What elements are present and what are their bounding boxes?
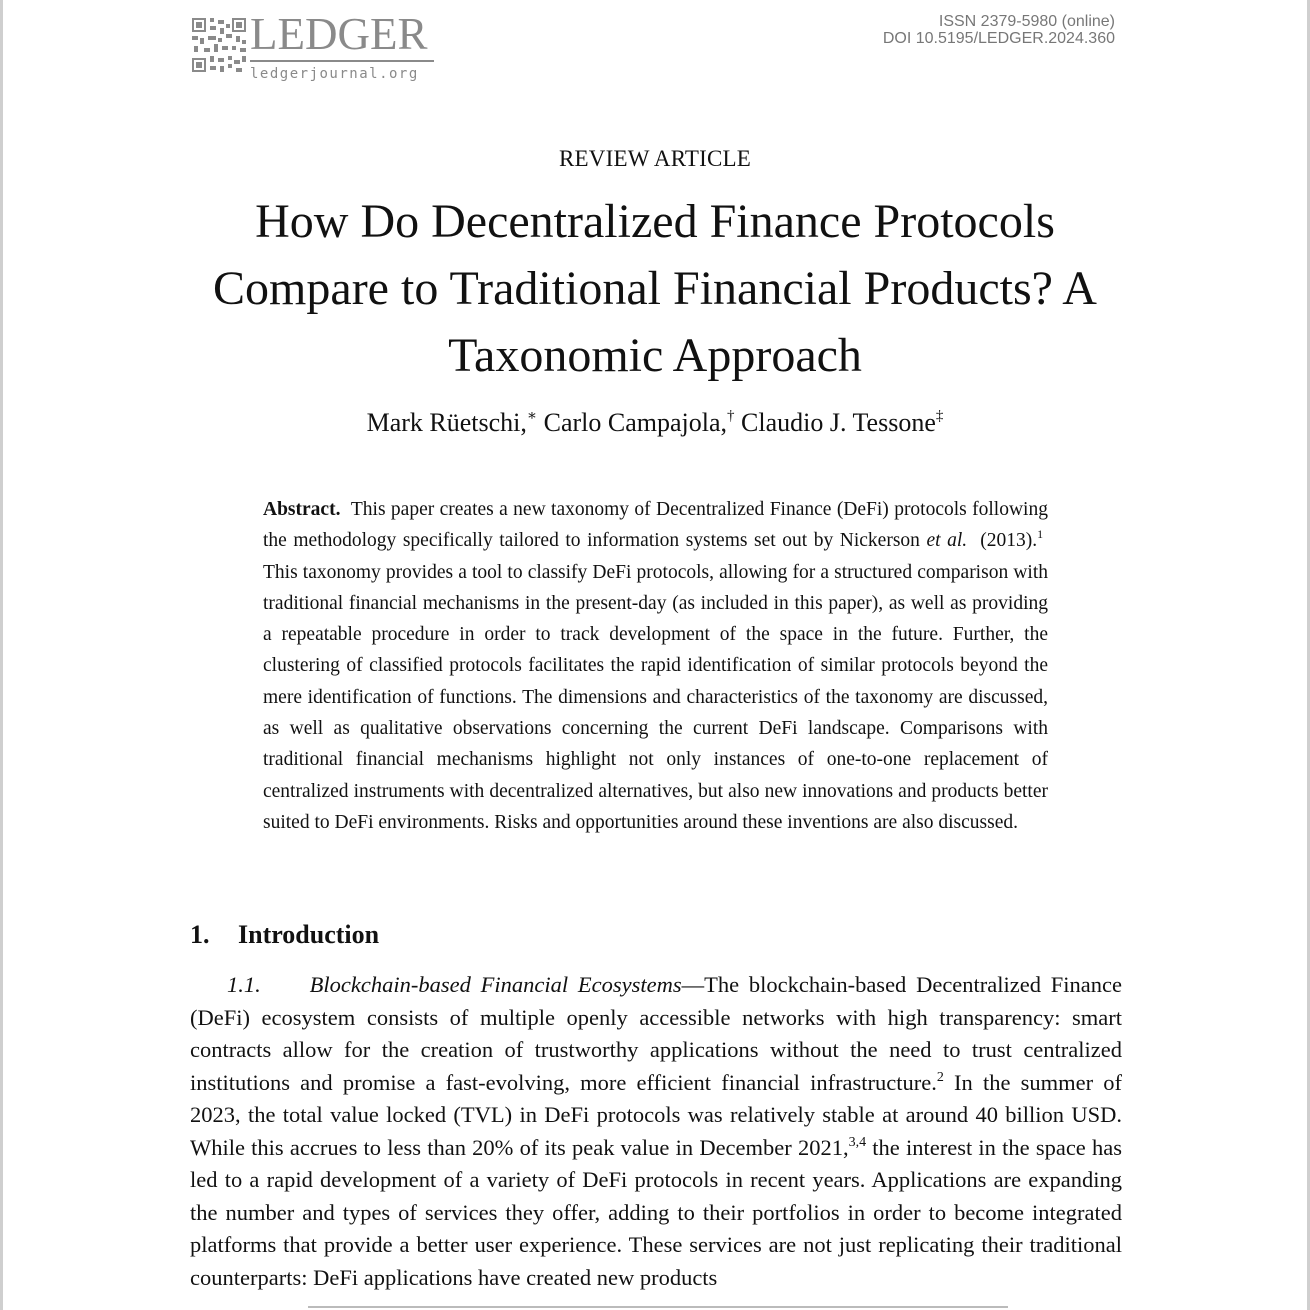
footnote-ref[interactable]: 1 [1037, 527, 1044, 542]
logo-url[interactable]: ledgerjournal.org [250, 66, 419, 82]
subsection-number: 1.1. [227, 972, 261, 997]
abstract-text: This paper creates a new taxonomy of Decentralized Finance (DeFi) protocols following the methodology specifically tailored to information systems set out by Nickerson [263, 499, 1048, 552]
footnote-ref[interactable]: 3,4 [848, 1134, 867, 1150]
section-title: Introduction [238, 920, 380, 949]
intro-paragraph [190, 969, 1122, 1294]
author-name: Claudio J. Tessone [741, 408, 936, 437]
qr-code-icon [192, 18, 246, 72]
abstract-label: Abstract. [263, 499, 341, 520]
section-heading [190, 920, 379, 950]
doi-line[interactable]: DOI 10.5195/LEDGER.2024.360 [882, 30, 1115, 47]
author-affiliation-mark: ‡ [935, 408, 944, 424]
logo-rule [250, 60, 434, 62]
footnote-ref[interactable]: 2 [936, 1069, 944, 1085]
author-affiliation-mark: † [727, 408, 735, 424]
paragraph-text: In the summer of 2023, the total value locked (TVL) in DeFi protocols was relatively stable at around 40 billion USD. While this accrues to less than 20% of its peak value in December 2021, [190, 1069, 1122, 1160]
paragraph-text: the interest in the space has led to a rapid development of a variety of DeFi protocols in recent years. Applications are expanding the number and types of services they offer, adding to their portfolios in order to become integrated platforms that provide a better user experience. These services are not just replicating their traditional counterparts: DeFi applications have created new products [190, 1134, 1122, 1290]
subsection-title: Blockchain-based Financial Ecosystems [309, 972, 682, 997]
logo-wordmark: LEDGER [250, 9, 428, 59]
section-number: 1. [190, 920, 210, 949]
abstract-etal: et al. [926, 530, 968, 552]
abstract-text: This taxonomy provides a tool to classify DeFi protocols, allowing for a structured comparison with traditional financial mechanisms in the present-day (as included in this paper), as well as providing a repeatable procedure in order to track development of the space in the future. Further, the clustering of classified protocols facilitates the rapid identification of similar protocols beyond the mere identification of functions. The dimensions and characteristics of the taxonomy are discussed, as well as qualitative observations concerning the current DeFi landscape. Comparisons with traditional financial mechanisms highlight not only instances of one-to-one replacement of centralized instruments with decentralized alternatives, but also new innovations and products better suited to DeFi environments. Risks and opportunities around these inventions are also discussed. [263, 561, 1048, 833]
author-name: Carlo Campajola, [543, 408, 728, 437]
author-affiliation-mark: ∗ [526, 408, 538, 424]
abstract-year: (2013). [980, 530, 1038, 552]
journal-logo[interactable] [192, 9, 442, 82]
footnote-rule [308, 1306, 1008, 1308]
paragraph-text: The blockchain-based Decentralized Finance (DeFi) ecosystem consists of multiple openly accessible networks with high transparency: smart contracts allow for the creation of trustworthy applications without the need to trust centralized institutions and promise a fast-evolving, more efficient financial infrastructure. [190, 972, 1122, 1095]
journal-identifiers [883, 13, 1115, 47]
author-list [0, 408, 1310, 438]
page-edge-left [0, 0, 3, 1310]
paper-title: How Do Decentralized Finance Protocols Compare to Traditional Financial Products? A Taxonomic Approach [213, 195, 1097, 382]
em-dash: — [681, 972, 705, 997]
article-type: REVIEW ARTICLE [559, 146, 751, 171]
abstract [263, 494, 1048, 838]
author-name: Mark Rüetschi, [366, 408, 527, 437]
issn-line: ISSN 2379-5980 (online) [938, 13, 1115, 30]
